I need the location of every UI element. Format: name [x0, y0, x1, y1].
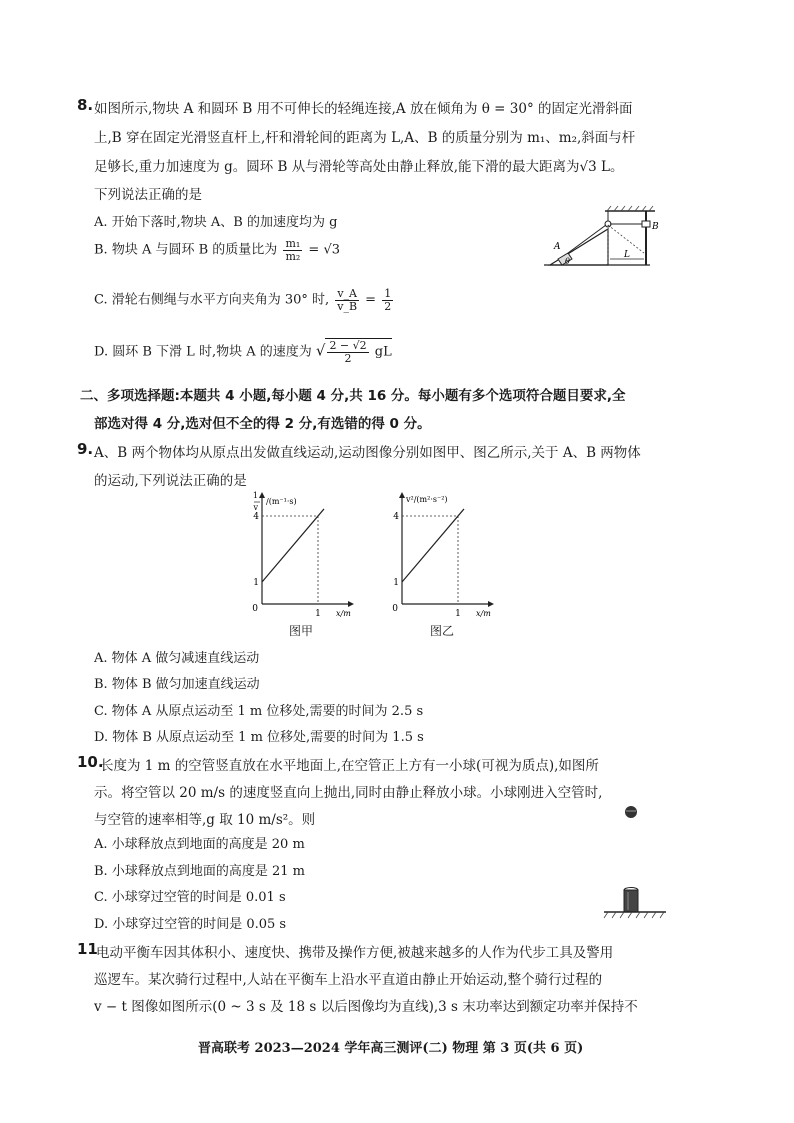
- y-tick-label-start: 1: [393, 578, 399, 588]
- q9-option-d: D. 物体 B 从原点运动至 1 m 位移处,需要的时间为 1.5 s: [94, 730, 424, 745]
- graph-yi: [388, 486, 498, 626]
- q8-option-d-fraction: [327, 340, 368, 364]
- page-footer: 晋高联考 2023—2024 学年高三测评(二) 物理 第 3 页(共 6 页): [198, 1041, 584, 1056]
- rope-left: [568, 225, 606, 253]
- y-label: v²/(m²·s⁻²): [406, 495, 448, 504]
- q9-option-a: A. 物体 A 做匀减速直线运动: [94, 651, 260, 666]
- series-line: [262, 509, 324, 582]
- q8-option-b-fraction: [283, 238, 302, 262]
- q8-option-b-result: = √3: [308, 242, 341, 258]
- rope-dashed: [608, 225, 644, 253]
- y-label-unit: /(m⁻¹·s): [266, 497, 297, 506]
- q8-option-c: [94, 288, 395, 312]
- q8-stem-line3: 足够长,重力加速度为 g。圆环 B 从与滑轮等高处由静止释放,能下滑的最大距离为√3 L。: [94, 159, 624, 175]
- q8-option-b-denominator: m₂: [285, 249, 301, 263]
- q8-stem-line4: 下列说法正确的是: [94, 187, 202, 203]
- graph-yi-caption: 图乙: [430, 624, 455, 638]
- q8-option-b: [94, 238, 340, 262]
- q8-option-d-numerator: 2 − √2: [329, 339, 367, 352]
- q10-option-b: B. 小球释放点到地面的高度是 21 m: [94, 864, 305, 879]
- q8-option-d: [94, 338, 392, 364]
- y-label-denominator: v: [253, 503, 258, 512]
- x-tick-label: 1: [315, 609, 321, 619]
- tube-body: [624, 890, 638, 912]
- q10-number: 10.: [77, 753, 104, 771]
- q11-number: 11: [77, 940, 98, 958]
- origin-label: 0: [252, 604, 258, 614]
- q8-figure: [540, 203, 660, 273]
- q10-stem-line2: 示。将空管以 20 m/s 的速度竖直向上抛出,同时由静止释放小球。小球刚进入空管时,: [94, 785, 603, 801]
- q8-option-b-numerator: m₁: [285, 237, 301, 250]
- label-l: L: [624, 250, 630, 260]
- q11-stem-line1: 电动平衡车因其体积小、速度快、携带及操作方便,被越来越多的人作为代步工具及警用: [96, 945, 614, 961]
- q8-option-c-fraction-right: [382, 288, 393, 312]
- q8-option-d-radicand: [325, 338, 391, 364]
- q10-stem-line3: 与空管的速率相等,g 取 10 m/s²。则: [94, 812, 316, 828]
- y-axis-arrow: [399, 492, 405, 498]
- q9-option-b: B. 物体 B 做匀加速直线运动: [94, 677, 260, 692]
- q8-option-c-numerator: v_A: [337, 287, 357, 300]
- y-tick-label-top: 4: [393, 512, 399, 522]
- q9-stem-line1: A、B 两个物体均从原点出发做直线运动,运动图像分别如图甲、图乙所示,关于 A、B 两物体: [94, 445, 641, 461]
- graph-jia: [248, 486, 358, 626]
- y-axis-arrow: [259, 492, 265, 498]
- label-theta: θ: [565, 257, 570, 266]
- ground-hatch: [604, 912, 664, 918]
- q8-option-b-text: B. 物块 A 与圆环 B 的质量比为: [94, 242, 278, 258]
- q8-option-c-text: C. 滑轮右侧绳与水平方向夹角为 30° 时,: [94, 292, 330, 308]
- q10-option-c: C. 小球穿过空管的时间是 0.01 s: [94, 890, 286, 905]
- y-tick-label-start: 1: [253, 578, 259, 588]
- ball-icon: [625, 806, 637, 818]
- q9-stem-line2: 的运动,下列说法正确的是: [94, 473, 247, 489]
- q8-option-c-right-denominator: 2: [384, 299, 392, 313]
- sqrt-sign: √: [315, 341, 326, 360]
- q8-option-d-denominator: 2: [344, 351, 352, 365]
- label-b: B: [652, 222, 659, 232]
- q8-number: 8.: [77, 96, 94, 114]
- q8-option-c-fraction-left: [335, 288, 359, 312]
- q8-option-c-right-numerator: 1: [384, 287, 392, 300]
- q9-number: 9.: [77, 440, 94, 458]
- q9-option-c: C. 物体 A 从原点运动至 1 m 位移处,需要的时间为 2.5 s: [94, 704, 424, 719]
- x-label: x/m: [476, 609, 491, 618]
- label-a: A: [554, 242, 561, 252]
- x-axis-arrow: [348, 601, 354, 607]
- x-axis-arrow: [488, 601, 494, 607]
- q8-option-c-denominator: v_B: [337, 299, 358, 313]
- y-tick-label-top: 4: [253, 512, 259, 522]
- section-2-header-line2: 部选对得 4 分,选对但不全的得 2 分,有选错的得 0 分。: [94, 416, 431, 432]
- x-label: x/m: [336, 609, 351, 618]
- q8-stem-line1: 如图所示,物块 A 和圆环 B 用不可伸长的轻绳连接,A 放在倾角为 θ = 30° 的固定光滑斜面: [94, 101, 633, 117]
- origin-label: 0: [392, 604, 398, 614]
- q10-figure: [600, 800, 670, 930]
- q10-option-d: D. 小球穿过空管的时间是 0.05 s: [94, 917, 287, 932]
- q10-option-a: A. 小球释放点到地面的高度是 20 m: [94, 837, 305, 852]
- q8-option-c-equals: =: [365, 292, 377, 308]
- ring-b: [642, 221, 650, 227]
- q10-stem-line1: 长度为 1 m 的空管竖直放在水平地面上,在空管正上方有一小球(可视为质点),如图所: [100, 758, 599, 774]
- q8-option-d-text: D. 圆环 B 下滑 L 时,物块 A 的速度为: [94, 344, 312, 360]
- q8-option-d-gl: gL: [374, 344, 392, 360]
- q8-stem-line2: 上,B 穿在固定光滑竖直杆上,杆和滑轮间的距离为 L,A、B 的质量分别为 m₁、m₂,斜面与杆: [94, 130, 636, 146]
- q8-option-a: A. 开始下落时,物块 A、B 的加速度均为 g: [94, 215, 338, 230]
- section-2-header-line1: 二、多项选择题:本题共 4 小题,每小题 4 分,共 16 分。每小题有多个选项符合题目要求,全: [80, 388, 626, 404]
- q11-stem-line3: v − t 图像如图所示(0 ~ 3 s 及 18 s 以后图像均为直线),3 s 末功率达到额定功率并保持不: [94, 999, 638, 1015]
- x-tick-label: 1: [455, 609, 461, 619]
- y-label-numerator: 1: [252, 491, 258, 500]
- series-line: [402, 509, 464, 582]
- q11-stem-line2: 巡逻车。某次骑行过程中,人站在平衡车上沿水平直道由静止开始运动,整个骑行过程的: [94, 972, 603, 988]
- graph-jia-caption: 图甲: [289, 624, 314, 638]
